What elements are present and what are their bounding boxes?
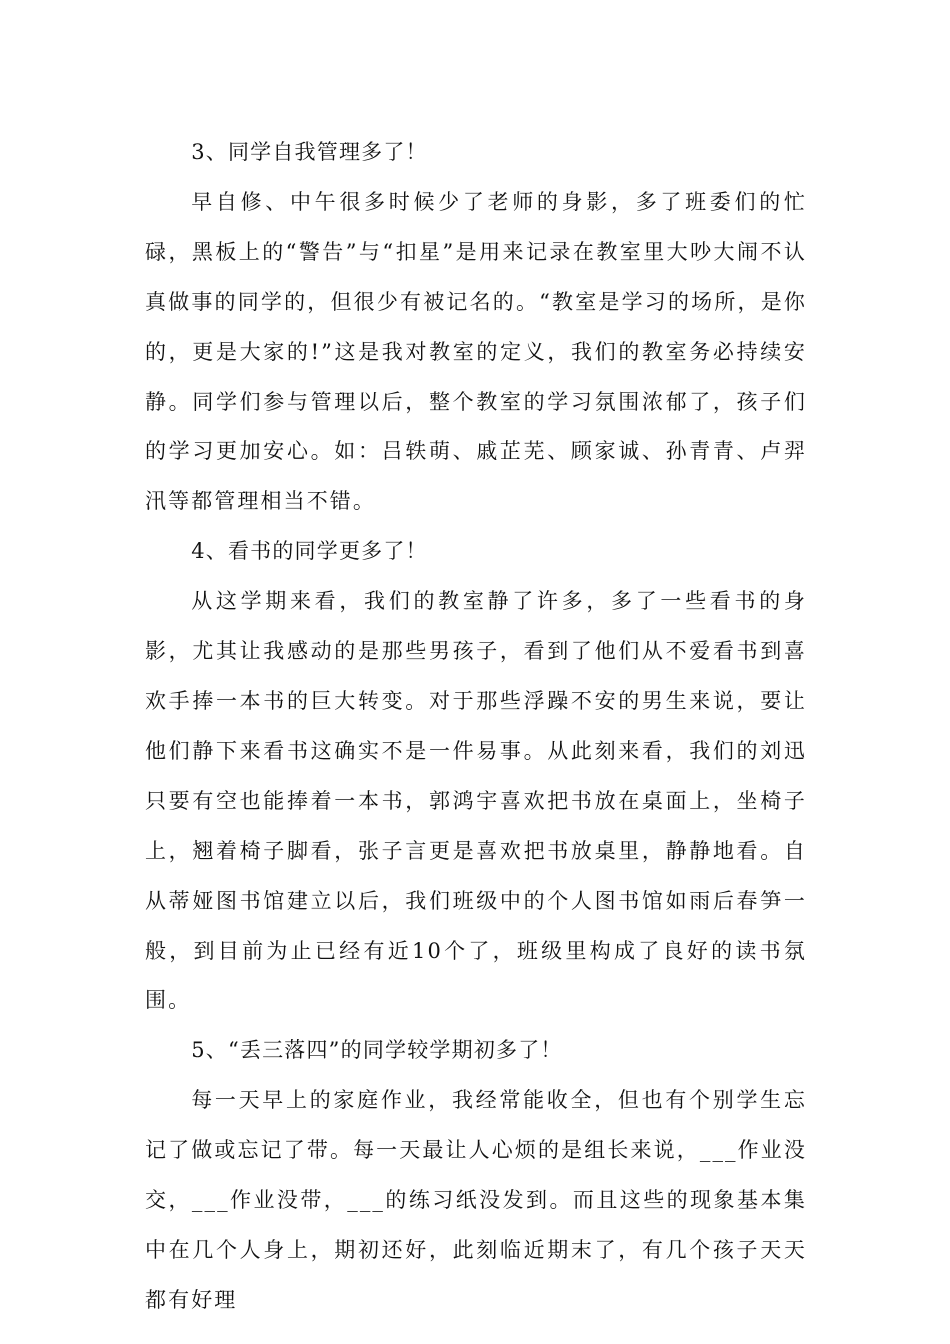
section-heading-3: 3、同学自我管理多了！ (191, 140, 428, 164)
section-paragraph-4: 从这学期来看，我们的教室静了许多，多了一些看书的身影，尤其让我感动的是那些男孩子，看到了他们从不爱看书到喜欢手捧一本书的巨大转变。对于那些浮躁不安的男生来说，要让他们静下来看书这确实不是一件易事。从此刻来看，我们的刘迅只要有空也能捧着一本书，郭鸿宇喜欢把书放在桌面上，坐椅子上，翘着椅子脚看，张子言更是喜欢把书放桌里，静静地看。自从蒂娅图书馆建立以后，我们班级中的个人图书馆如雨后春笋一般，到目前为止已经有近10个了，班级里构成了良好的读书氛围。 (145, 589, 807, 1013)
section-paragraph-3: 早自修、中午很多时候少了老师的身影，多了班委们的忙碌，黑板上的“警告”与“扣星”是用来记录在教室里大吵大闹不认真做事的同学的，但很少有被记名的。“教室是学习的场所，是你的，更是大家的!”这是我对教室的定义，我们的教室务必持续安静。同学们参与管理以后，整个教室的学习氛围浓郁了，孩子们的学习更加安心。如：吕轶萌、戚芷芜、顾家诚、孙青青、卢羿汛等都管理相当不错。 (145, 189, 807, 514)
section-heading-5: 5、“丢三落四”的同学较学期初多了！ (191, 1038, 563, 1063)
section-paragraph-5: 每一天早上的家庭作业，我经常能收全，但也有个别学生忘记了做或忘记了带。每一天最让人心烦的是组长来说，___作业没交，___作业没带，___的练习纸没发到。而且这些的现象基本集中在几个人身上，期初还好，此刻临近期末了，有几个孩子天天都有好理 (145, 1088, 807, 1312)
document-page (145, 128, 807, 1326)
section-heading-4: 4、看书的同学更多了！ (191, 539, 428, 564)
